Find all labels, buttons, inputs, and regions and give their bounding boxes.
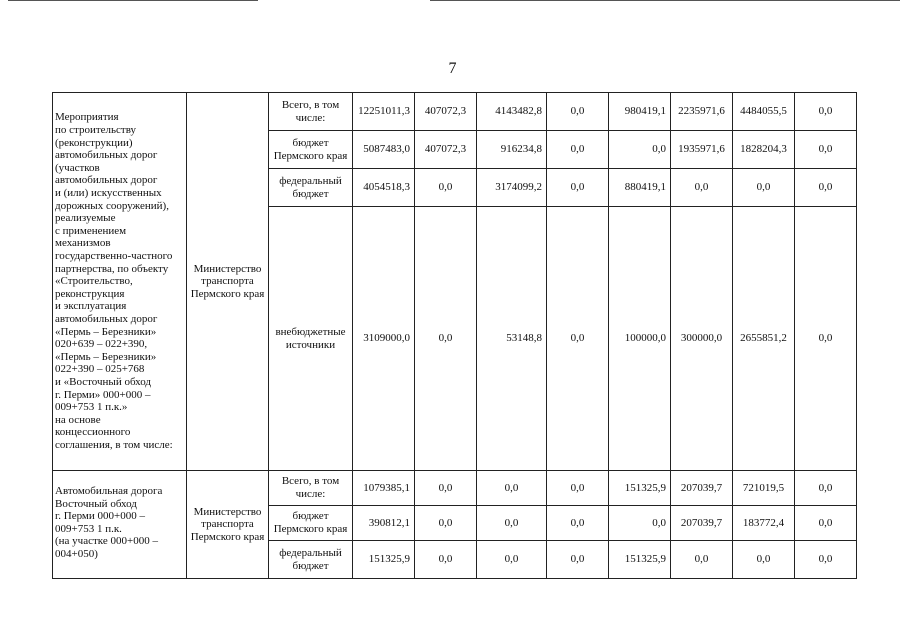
value-cell: 407072,3 <box>415 93 477 131</box>
value-cell: 0,0 <box>547 207 609 471</box>
value-cell: 0,0 <box>733 169 795 207</box>
value-cell: 0,0 <box>547 541 609 579</box>
value-cell: 0,0 <box>415 169 477 207</box>
value-cell: 0,0 <box>415 506 477 541</box>
value-cell: 916234,8 <box>477 131 547 169</box>
value-cell: 0,0 <box>415 207 477 471</box>
value-cell: 0,0 <box>415 471 477 506</box>
table-row <box>53 93 857 131</box>
source-cell: федеральный бюджет <box>269 169 353 207</box>
value-cell: 0,0 <box>671 169 733 207</box>
value-cell: 0,0 <box>477 541 547 579</box>
value-cell: 407072,3 <box>415 131 477 169</box>
value-cell: 0,0 <box>795 131 857 169</box>
executor-cell: Министерство транспорта Пермского края <box>187 93 269 471</box>
source-cell: федеральный бюджет <box>269 541 353 579</box>
page-number: 7 <box>448 60 457 77</box>
value-cell: 0,0 <box>609 131 671 169</box>
value-cell: 390812,1 <box>353 506 415 541</box>
value-cell: 1079385,1 <box>353 471 415 506</box>
value-cell: 207039,7 <box>671 471 733 506</box>
value-cell: 0,0 <box>547 93 609 131</box>
budget-table <box>52 92 857 579</box>
value-cell: 880419,1 <box>609 169 671 207</box>
value-cell: 0,0 <box>415 541 477 579</box>
value-cell: 3109000,0 <box>353 207 415 471</box>
value-cell: 0,0 <box>795 207 857 471</box>
value-cell: 721019,5 <box>733 471 795 506</box>
executor-cell: Министерство транспорта Пермского края <box>187 471 269 579</box>
value-cell: 151325,9 <box>609 471 671 506</box>
value-cell: 12251011,3 <box>353 93 415 131</box>
value-cell: 0,0 <box>547 471 609 506</box>
value-cell: 980419,1 <box>609 93 671 131</box>
measure-cell: Мероприятия по строительству (реконструкции) автомобильных дорог (участков автомобильных дорог и (или) искусственных дорожных сооружений), реализуемые с применением механизмов государственно-частного партнерства, по объекту «Строительство, реконструкция и эксплуатация автомобильных дорог «Пермь – Березники» 020+639 – 022+390, «Пермь – Березники» 022+390 – 025+768 и «Восточный обход г. Перми» 000+000 – 009+753 1 п.к.» на основе концессионного соглашения, в том числе: <box>53 93 187 471</box>
source-cell: внебюджетные источники <box>269 207 353 471</box>
scan-edge-line-left <box>8 0 258 1</box>
value-cell: 207039,7 <box>671 506 733 541</box>
value-cell: 183772,4 <box>733 506 795 541</box>
value-cell: 0,0 <box>671 541 733 579</box>
value-cell: 0,0 <box>795 541 857 579</box>
value-cell: 4143482,8 <box>477 93 547 131</box>
value-cell: 2235971,6 <box>671 93 733 131</box>
value-cell: 1828204,3 <box>733 131 795 169</box>
value-cell: 0,0 <box>733 541 795 579</box>
source-cell: бюджет Пермского края <box>269 506 353 541</box>
value-cell: 4484055,5 <box>733 93 795 131</box>
value-cell: 0,0 <box>547 506 609 541</box>
scan-edge-line-right <box>430 0 900 1</box>
value-cell: 151325,9 <box>609 541 671 579</box>
value-cell: 4054518,3 <box>353 169 415 207</box>
value-cell: 0,0 <box>795 93 857 131</box>
value-cell: 53148,8 <box>477 207 547 471</box>
value-cell: 0,0 <box>547 169 609 207</box>
value-cell: 0,0 <box>477 506 547 541</box>
value-cell: 300000,0 <box>671 207 733 471</box>
value-cell: 151325,9 <box>353 541 415 579</box>
value-cell: 0,0 <box>547 131 609 169</box>
value-cell: 1935971,6 <box>671 131 733 169</box>
value-cell: 3174099,2 <box>477 169 547 207</box>
value-cell: 100000,0 <box>609 207 671 471</box>
value-cell: 0,0 <box>795 169 857 207</box>
value-cell: 0,0 <box>609 506 671 541</box>
table-row <box>53 471 857 506</box>
value-cell: 0,0 <box>795 506 857 541</box>
value-cell: 5087483,0 <box>353 131 415 169</box>
value-cell: 0,0 <box>477 471 547 506</box>
source-cell: Всего, в том числе: <box>269 93 353 131</box>
value-cell: 0,0 <box>795 471 857 506</box>
source-cell: бюджет Пермского края <box>269 131 353 169</box>
source-cell: Всего, в том числе: <box>269 471 353 506</box>
value-cell: 2655851,2 <box>733 207 795 471</box>
measure-cell: Автомобильная дорога Восточный обход г. Перми 000+000 – 009+753 1 п.к. (на участке 000+000 – 004+050) <box>53 471 187 579</box>
